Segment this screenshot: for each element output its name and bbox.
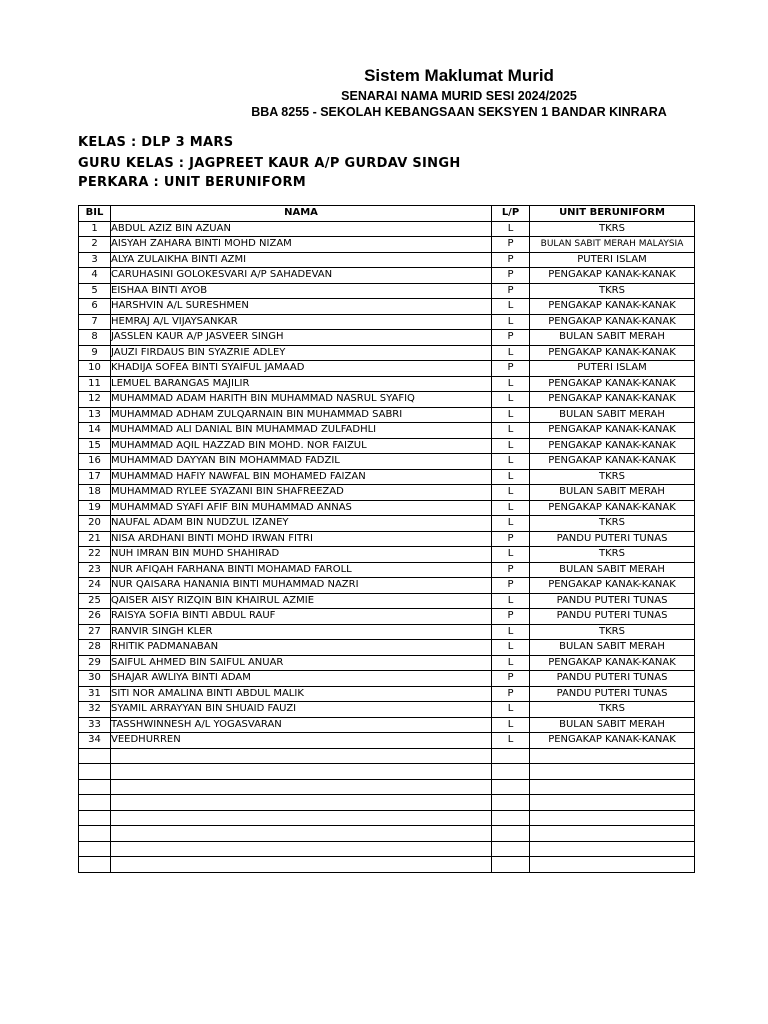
empty-cell [530,779,695,795]
bil-cell: 15 [79,438,111,454]
empty-cell [79,810,111,826]
bil-cell: 22 [79,547,111,563]
class-teacher-label: GURU KELAS : JAGPREET KAUR A/P GURDAV SINGH [78,156,461,171]
name-cell: HARSHVIN A/L SURESHMEN [111,299,492,315]
bil-cell: 31 [79,686,111,702]
empty-cell [111,810,492,826]
table-row [79,268,695,284]
name-cell: AISYAH ZAHARA BINTI MOHD NIZAM [111,237,492,253]
gender-cell: L [492,516,530,532]
uniform-unit-cell: TKRS [530,624,695,640]
empty-cell [111,795,492,811]
gender-cell: P [492,237,530,253]
uniform-unit-cell: PENGAKAP KANAK-KANAK [530,345,695,361]
gender-cell: L [492,423,530,439]
gender-cell: P [492,330,530,346]
name-cell: NUH IMRAN BIN MUHD SHAHIRAD [111,547,492,563]
table-row [79,423,695,439]
uniform-unit-cell: PENGAKAP KANAK-KANAK [530,733,695,749]
gender-cell: L [492,624,530,640]
uniform-unit-cell: PANDU PUTERI TUNAS [530,686,695,702]
column-header-bil: BIL [79,206,111,222]
bil-cell: 29 [79,655,111,671]
gender-cell: L [492,717,530,733]
name-cell: JAUZI FIRDAUS BIN SYAZRIE ADLEY [111,345,492,361]
uniform-unit-cell: PENGAKAP KANAK-KANAK [530,655,695,671]
table-row [79,531,695,547]
bil-cell: 24 [79,578,111,594]
bil-cell: 27 [79,624,111,640]
gender-cell: L [492,655,530,671]
name-cell: MUHAMMAD SYAFI AFIF BIN MUHAMMAD ANNAS [111,500,492,516]
bil-cell: 3 [79,252,111,268]
name-cell: SHAJAR AWLIYA BINTI ADAM [111,671,492,687]
empty-cell [79,826,111,842]
uniform-unit-cell: PANDU PUTERI TUNAS [530,531,695,547]
bil-cell: 32 [79,702,111,718]
class-label: KELAS : DLP 3 MARS [78,135,234,150]
name-cell: QAISER AISY RIZQIN BIN KHAIRUL AZMIE [111,593,492,609]
subject-label: PERKARA : UNIT BERUNIFORM [78,175,306,190]
name-cell: HEMRAJ A/L VIJAYSANKAR [111,314,492,330]
table-row [79,392,695,408]
gender-cell: L [492,314,530,330]
empty-cell [492,857,530,873]
table-row [79,578,695,594]
table-row [79,407,695,423]
uniform-unit-cell: PENGAKAP KANAK-KANAK [530,500,695,516]
table-row [79,330,695,346]
empty-cell [111,841,492,857]
name-cell: SYAMIL ARRAYYAN BIN SHUAID FAUZI [111,702,492,718]
uniform-unit-cell: PUTERI ISLAM [530,361,695,377]
bil-cell: 7 [79,314,111,330]
bil-cell: 2 [79,237,111,253]
gender-cell: L [492,438,530,454]
name-cell: MUHAMMAD HAFIY NAWFAL BIN MOHAMED FAIZAN [111,469,492,485]
name-cell: NUR AFIQAH FARHANA BINTI MOHAMAD FAROLL [111,562,492,578]
column-header-nama: NAMA [111,206,492,222]
bil-cell: 30 [79,671,111,687]
school-name: BBA 8255 - SEKOLAH KEBANGSAAN SEKSYEN 1 BANDAR KINRARA [251,105,667,119]
table-row [79,345,695,361]
uniform-unit-cell: TKRS [530,547,695,563]
empty-cell [111,826,492,842]
table-row [79,547,695,563]
gender-cell: P [492,531,530,547]
table-row [79,516,695,532]
uniform-unit-cell: TKRS [530,702,695,718]
list-subtitle: SENARAI NAMA MURID SESI 2024/2025 [341,89,577,103]
uniform-unit-cell: BULAN SABIT MERAH [530,717,695,733]
name-cell: NISA ARDHANI BINTI MOHD IRWAN FITRI [111,531,492,547]
table-row [79,454,695,470]
empty-cell [530,857,695,873]
bil-cell: 34 [79,733,111,749]
name-cell: LEMUEL BARANGAS MAJILIR [111,376,492,392]
name-cell: SITI NOR AMALINA BINTI ABDUL MALIK [111,686,492,702]
empty-cell [79,857,111,873]
table-row [79,376,695,392]
bil-cell: 13 [79,407,111,423]
empty-table-row [79,779,695,795]
table-row [79,361,695,377]
gender-cell: L [492,547,530,563]
uniform-unit-cell: TKRS [530,516,695,532]
empty-cell [79,748,111,764]
empty-table-row [79,764,695,780]
table-row [79,702,695,718]
gender-cell: L [492,640,530,656]
empty-cell [492,810,530,826]
gender-cell: L [492,407,530,423]
name-cell: MUHAMMAD DAYYAN BIN MOHAMMAD FADZIL [111,454,492,470]
gender-cell: L [492,500,530,516]
uniform-unit-cell: PANDU PUTERI TUNAS [530,609,695,625]
empty-cell [79,795,111,811]
table-row [79,469,695,485]
empty-cell [530,810,695,826]
empty-cell [79,764,111,780]
empty-cell [492,826,530,842]
name-cell: MUHAMMAD ALI DANIAL BIN MUHAMMAD ZULFADHLI [111,423,492,439]
empty-table-row [79,826,695,842]
name-cell: EISHAA BINTI AYOB [111,283,492,299]
student-roster-table [78,205,695,873]
bil-cell: 26 [79,609,111,625]
empty-cell [79,779,111,795]
bil-cell: 5 [79,283,111,299]
uniform-unit-cell: BULAN SABIT MERAH [530,407,695,423]
gender-cell: P [492,671,530,687]
uniform-unit-cell: PENGAKAP KANAK-KANAK [530,454,695,470]
uniform-unit-cell: PANDU PUTERI TUNAS [530,593,695,609]
empty-cell [492,795,530,811]
bil-cell: 9 [79,345,111,361]
gender-cell: L [492,702,530,718]
gender-cell: L [492,345,530,361]
gender-cell: L [492,469,530,485]
table-row [79,640,695,656]
uniform-unit-cell: BULAN SABIT MERAH [530,330,695,346]
empty-cell [492,841,530,857]
uniform-unit-cell: PENGAKAP KANAK-KANAK [530,268,695,284]
name-cell: ALYA ZULAIKHA BINTI AZMI [111,252,492,268]
uniform-unit-cell: BULAN SABIT MERAH [530,562,695,578]
name-cell: MUHAMMAD ADAM HARITH BIN MUHAMMAD NASRUL SYAFIQ [111,392,492,408]
gender-cell: P [492,283,530,299]
bil-cell: 18 [79,485,111,501]
table-row [79,593,695,609]
gender-cell: P [492,562,530,578]
table-body [79,221,695,872]
uniform-unit-cell: PENGAKAP KANAK-KANAK [530,299,695,315]
table-row [79,609,695,625]
bil-cell: 1 [79,221,111,237]
uniform-unit-cell: BULAN SABIT MERAH MALAYSIA [530,237,695,253]
gender-cell: P [492,686,530,702]
name-cell: SAIFUL AHMED BIN SAIFUL ANUAR [111,655,492,671]
uniform-unit-cell: PENGAKAP KANAK-KANAK [530,376,695,392]
gender-cell: L [492,221,530,237]
bil-cell: 28 [79,640,111,656]
gender-cell: L [492,376,530,392]
table-row [79,283,695,299]
name-cell: CARUHASINI GOLOKESVARI A/P SAHADEVAN [111,268,492,284]
empty-cell [492,764,530,780]
table-header-row [79,206,695,222]
bil-cell: 20 [79,516,111,532]
uniform-unit-cell: PENGAKAP KANAK-KANAK [530,438,695,454]
name-cell: JASSLEN KAUR A/P JASVEER SINGH [111,330,492,346]
table-row [79,733,695,749]
gender-cell: P [492,609,530,625]
table-row [79,438,695,454]
bil-cell: 4 [79,268,111,284]
uniform-unit-cell: TKRS [530,221,695,237]
name-cell: ABDUL AZIZ BIN AZUAN [111,221,492,237]
empty-cell [111,857,492,873]
empty-table-row [79,748,695,764]
table-row [79,500,695,516]
table-row [79,655,695,671]
name-cell: RANVIR SINGH KLER [111,624,492,640]
empty-cell [530,795,695,811]
table-row [79,485,695,501]
gender-cell: P [492,361,530,377]
empty-table-row [79,857,695,873]
bil-cell: 23 [79,562,111,578]
table-row [79,624,695,640]
bil-cell: 11 [79,376,111,392]
column-header-lp: L/P [492,206,530,222]
empty-cell [492,779,530,795]
name-cell: KHADIJA SOFEA BINTI SYAIFUL JAMAAD [111,361,492,377]
bil-cell: 8 [79,330,111,346]
name-cell: MUHAMMAD AQIL HAZZAD BIN MOHD. NOR FAIZUL [111,438,492,454]
uniform-unit-cell: BULAN SABIT MERAH [530,640,695,656]
name-cell: NUR QAISARA HANANIA BINTI MUHAMMAD NAZRI [111,578,492,594]
uniform-unit-cell: PENGAKAP KANAK-KANAK [530,423,695,439]
bil-cell: 17 [79,469,111,485]
table-row [79,671,695,687]
bil-cell: 12 [79,392,111,408]
name-cell: NAUFAL ADAM BIN NUDZUL IZANEY [111,516,492,532]
uniform-unit-cell: PANDU PUTERI TUNAS [530,671,695,687]
table-row [79,299,695,315]
gender-cell: L [492,733,530,749]
name-cell: RHITIK PADMANABAN [111,640,492,656]
empty-cell [530,841,695,857]
empty-table-row [79,810,695,826]
name-cell: RAISYA SOFIA BINTI ABDUL RAUF [111,609,492,625]
gender-cell: L [492,485,530,501]
table-row [79,562,695,578]
uniform-unit-cell: BULAN SABIT MERAH [530,485,695,501]
table-row [79,237,695,253]
gender-cell: L [492,392,530,408]
uniform-unit-cell: TKRS [530,283,695,299]
name-cell: MUHAMMAD ADHAM ZULQARNAIN BIN MUHAMMAD SABRI [111,407,492,423]
bil-cell: 21 [79,531,111,547]
empty-cell [530,764,695,780]
table-row [79,252,695,268]
name-cell: TASSHWINNESH A/L YOGASVARAN [111,717,492,733]
uniform-unit-cell: PUTERI ISLAM [530,252,695,268]
bil-cell: 33 [79,717,111,733]
table-row [79,686,695,702]
bil-cell: 16 [79,454,111,470]
empty-cell [530,826,695,842]
empty-cell [111,748,492,764]
uniform-unit-cell: PENGAKAP KANAK-KANAK [530,314,695,330]
gender-cell: P [492,268,530,284]
system-title: Sistem Maklumat Murid [364,66,554,85]
empty-cell [79,841,111,857]
empty-cell [530,748,695,764]
gender-cell: L [492,593,530,609]
bil-cell: 10 [79,361,111,377]
table-row [79,221,695,237]
bil-cell: 6 [79,299,111,315]
name-cell: MUHAMMAD RYLEE SYAZANI BIN SHAFREEZAD [111,485,492,501]
empty-cell [492,748,530,764]
gender-cell: L [492,454,530,470]
empty-table-row [79,841,695,857]
empty-cell [111,764,492,780]
empty-table-row [79,795,695,811]
uniform-unit-cell: PENGAKAP KANAK-KANAK [530,578,695,594]
gender-cell: P [492,578,530,594]
bil-cell: 14 [79,423,111,439]
table-row [79,314,695,330]
bil-cell: 25 [79,593,111,609]
uniform-unit-cell: TKRS [530,469,695,485]
empty-cell [111,779,492,795]
column-header-unit: UNIT BERUNIFORM [530,206,695,222]
gender-cell: P [492,252,530,268]
bil-cell: 19 [79,500,111,516]
table-row [79,717,695,733]
name-cell: VEEDHURREN [111,733,492,749]
uniform-unit-cell: PENGAKAP KANAK-KANAK [530,392,695,408]
gender-cell: L [492,299,530,315]
